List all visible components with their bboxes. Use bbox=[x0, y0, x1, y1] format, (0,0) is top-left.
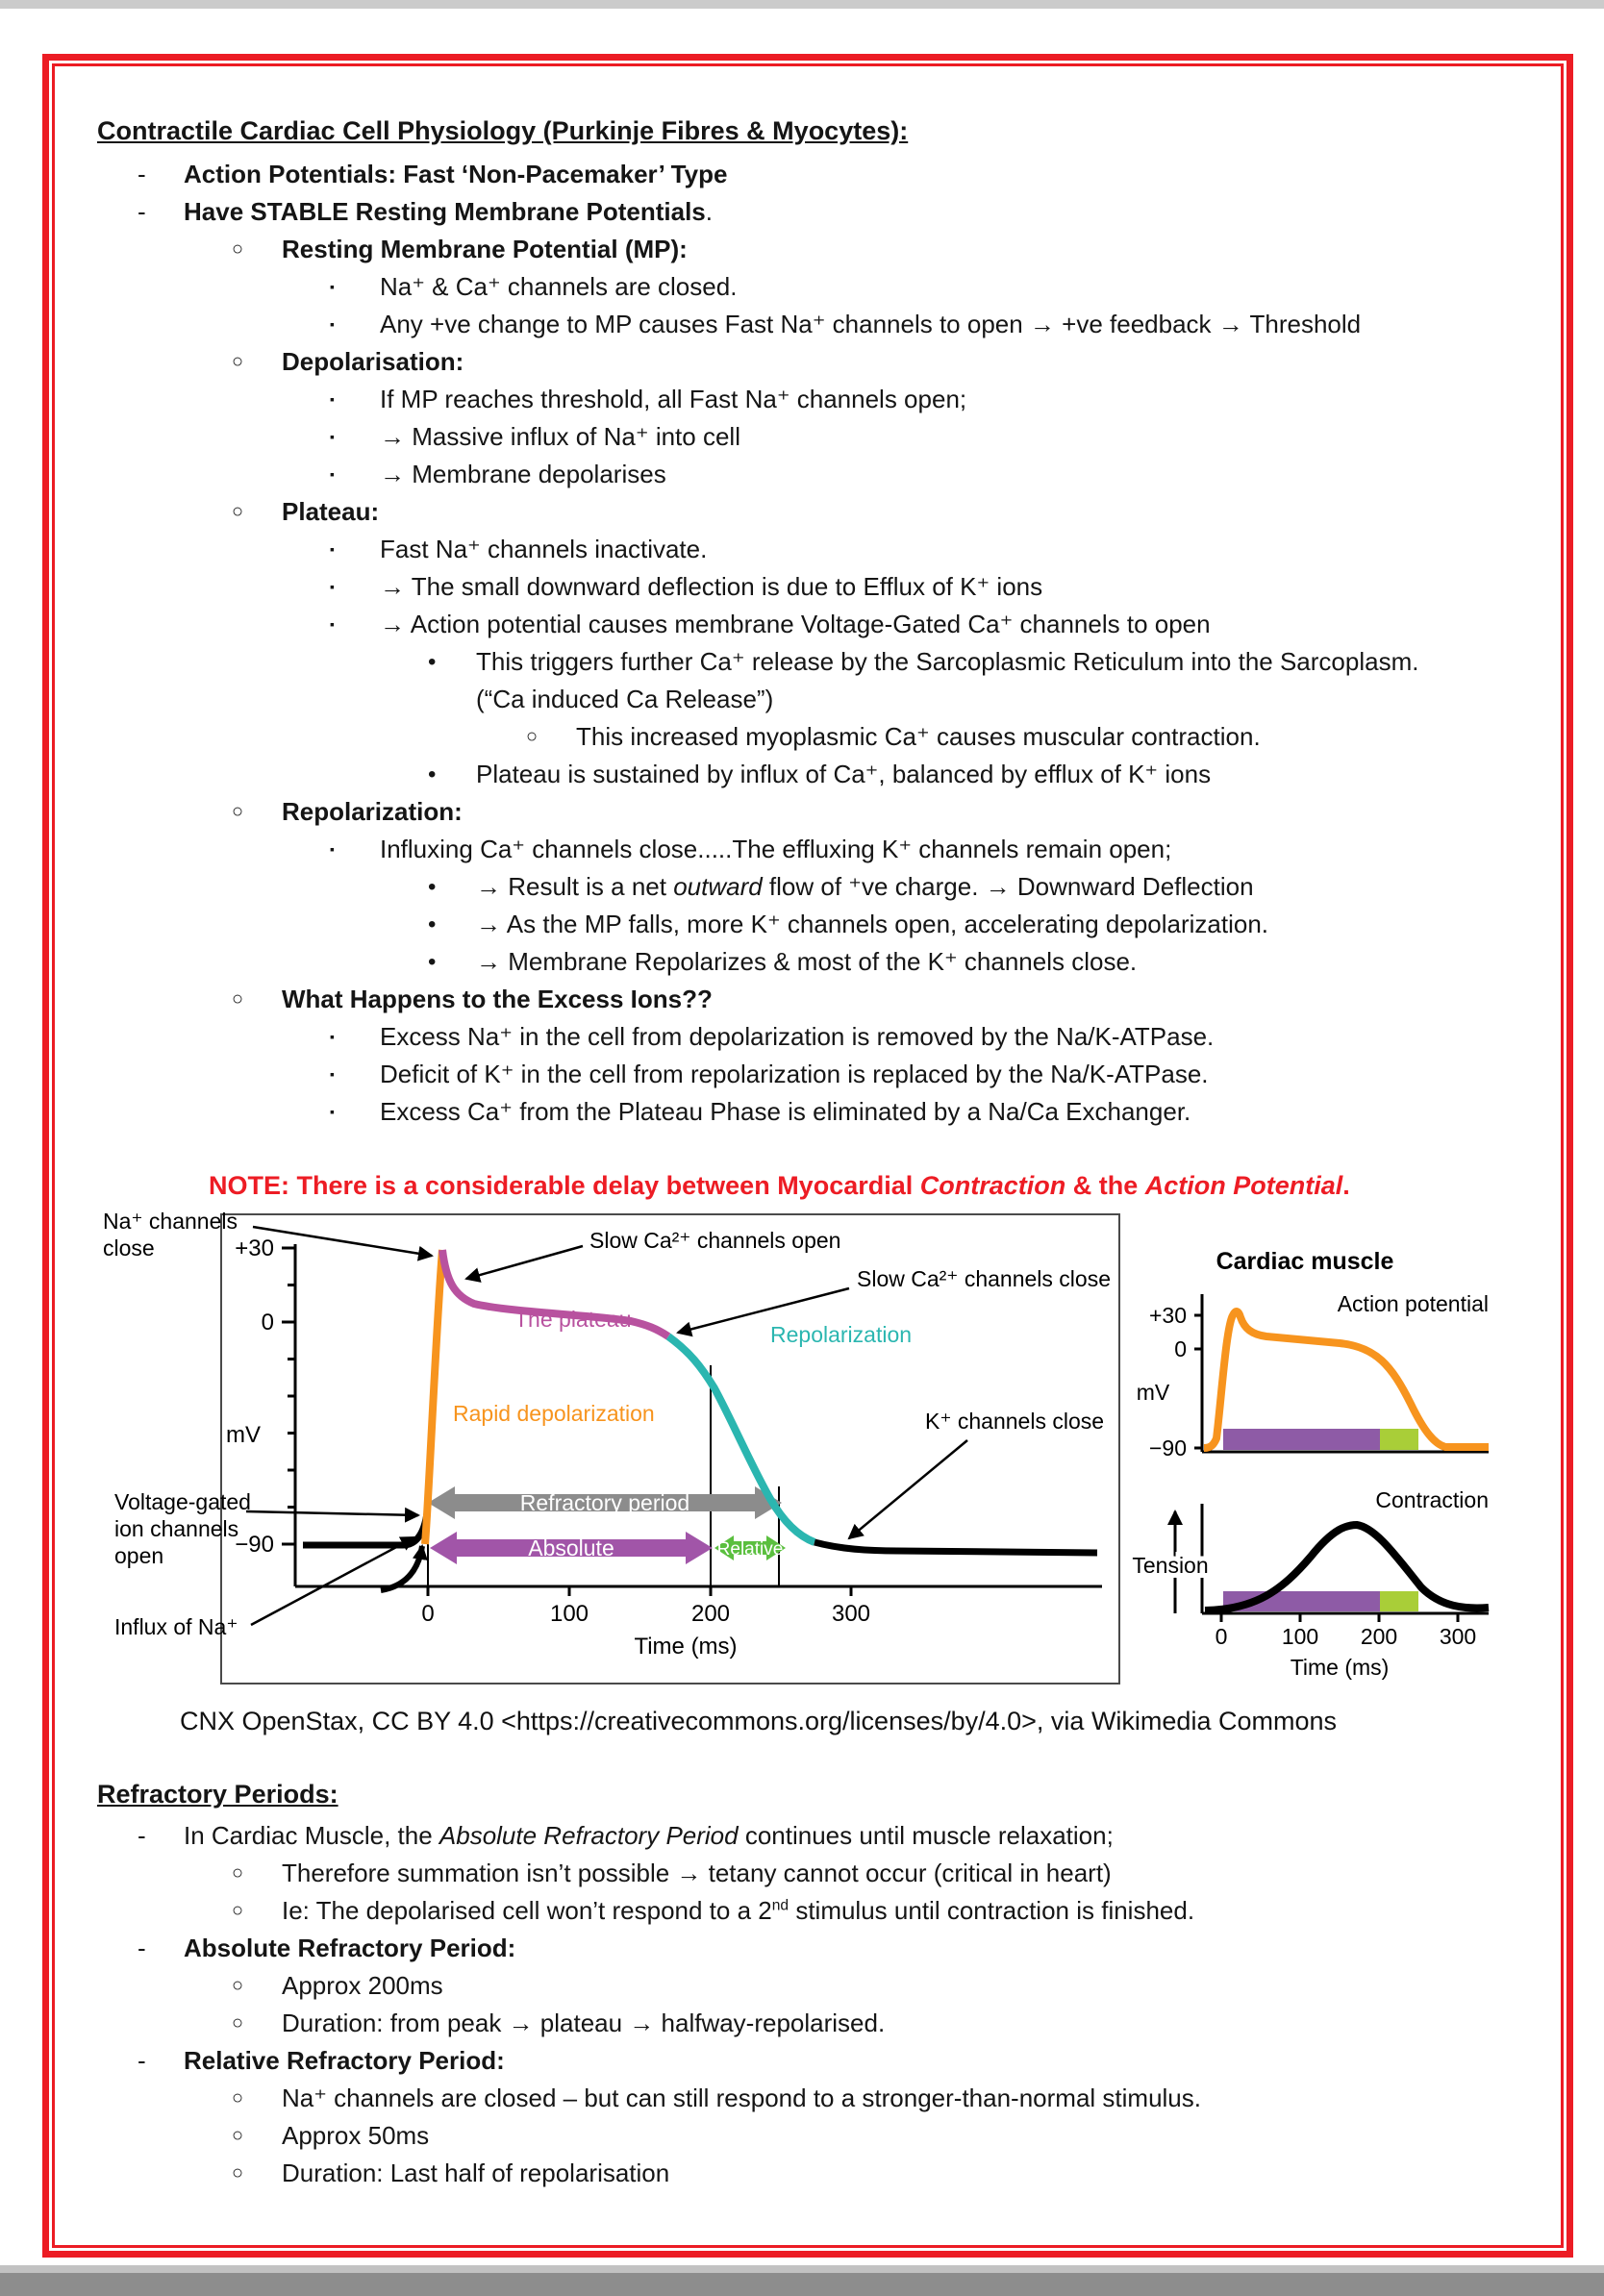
bullet-marker: ○ bbox=[232, 1900, 244, 1921]
bullet-item bbox=[97, 193, 1530, 231]
scan-bottom-strip bbox=[0, 2273, 1604, 2296]
bullet-text bbox=[380, 460, 666, 488]
text-run: outward bbox=[673, 872, 763, 901]
bullet-marker: ○ bbox=[232, 2087, 244, 2109]
bullet-text bbox=[282, 347, 464, 376]
side-label-action-potential: Action potential bbox=[1337, 1291, 1489, 1316]
bullet-marker: ▪ bbox=[330, 391, 335, 407]
text-run: & the bbox=[1065, 1171, 1145, 1200]
figure bbox=[97, 1210, 1530, 1695]
bullet-text bbox=[476, 910, 1268, 938]
bullet-item bbox=[97, 1056, 1530, 1093]
notes-list bbox=[97, 156, 1530, 1131]
text-run: → Membrane depolarises bbox=[380, 460, 666, 488]
bullet-marker: ▪ bbox=[330, 541, 335, 557]
text-run: Absolute Refractory Period bbox=[439, 1821, 739, 1850]
bullet-text bbox=[282, 1859, 1112, 1887]
bullet-marker: - bbox=[138, 1934, 146, 1962]
bullet-marker: ○ bbox=[232, 1862, 244, 1884]
text-run: . bbox=[1342, 1171, 1350, 1200]
text-run: Approx 200ms bbox=[282, 1971, 443, 2000]
page-content bbox=[49, 61, 1566, 2251]
y-axis-label-mv: mV bbox=[226, 1422, 261, 1448]
text-run: Approx 50ms bbox=[282, 2121, 430, 2150]
text-run: → The small downward deflection is due to Efflux of K⁺ ions bbox=[380, 572, 1043, 601]
bullet-marker: • bbox=[428, 949, 437, 975]
bullet-item bbox=[97, 1892, 1530, 1930]
text-run: Action Potentials: Fast ‘Non-Pacemaker’ Type bbox=[184, 160, 728, 188]
bullet-text bbox=[476, 872, 1254, 901]
label-absolute: Absolute bbox=[528, 1535, 614, 1560]
side-tension-label: Tension bbox=[1132, 1553, 1209, 1578]
text-run: Action Potential bbox=[1144, 1171, 1343, 1200]
bullet-marker: ○ bbox=[232, 2162, 244, 2184]
x-tick-100: 100 bbox=[549, 1601, 589, 1627]
bullet-text bbox=[282, 1896, 1194, 1925]
side-x-200: 200 bbox=[1360, 1624, 1398, 1649]
text-run: Fast Na⁺ channels inactivate. bbox=[380, 535, 708, 563]
label-k-close: K⁺ channels close bbox=[925, 1409, 1105, 1434]
bullet-item bbox=[97, 718, 1530, 756]
label-voltage-gated-1: Voltage-gated bbox=[114, 1489, 251, 1514]
label-na-close-1: Na⁺ channels bbox=[103, 1210, 238, 1234]
text-run: Deficit of K⁺ in the cell from repolarization is replaced by the Na/K-ATPase. bbox=[380, 1060, 1209, 1088]
bullet-marker: ▪ bbox=[330, 466, 335, 482]
bullet-item bbox=[97, 1930, 1530, 1967]
bullet-marker: • bbox=[428, 761, 437, 787]
text-run: Na⁺ & Ca⁺ channels are closed. bbox=[380, 272, 738, 301]
text-run: continues until muscle relaxation; bbox=[738, 1821, 1114, 1850]
bullet-marker: • bbox=[428, 649, 437, 675]
text-run: Relative Refractory Period: bbox=[184, 2046, 505, 2075]
text-run: nd bbox=[771, 1897, 789, 1914]
bullet-item bbox=[97, 231, 1530, 268]
page-title: Contractile Cardiac Cell Physiology (Purkinje Fibres & Myocytes): bbox=[97, 116, 909, 145]
bullet-text bbox=[380, 272, 737, 301]
label-influx-na: Influx of Na⁺ bbox=[114, 1614, 238, 1639]
text-run: Na⁺ channels are closed – but can still respond to a stronger-than-normal stimulus. bbox=[282, 2084, 1201, 2112]
bullet-marker: - bbox=[138, 1821, 146, 1850]
bullet-marker: ○ bbox=[232, 238, 244, 260]
side-x-0: 0 bbox=[1215, 1624, 1228, 1649]
label-voltage-gated-3: open bbox=[114, 1543, 164, 1568]
side-label-contraction: Contraction bbox=[1375, 1487, 1489, 1512]
bullet-text bbox=[380, 1022, 1214, 1051]
bullet-item bbox=[97, 906, 1530, 943]
text-run: Excess Ca⁺ from the Plateau Phase is eliminated by a Na/Ca Exchanger. bbox=[380, 1097, 1191, 1126]
side-y-minus90: −90 bbox=[1148, 1435, 1187, 1460]
bullet-text bbox=[184, 2046, 505, 2075]
bullet-marker: - bbox=[138, 197, 146, 226]
label-voltage-gated-2: ion channels bbox=[114, 1516, 239, 1541]
bullet-marker: ▪ bbox=[330, 616, 335, 632]
bullet-marker: ▪ bbox=[330, 316, 335, 332]
bullet-text bbox=[380, 1097, 1190, 1126]
bullet-marker: ▪ bbox=[330, 579, 335, 594]
bullet-item bbox=[97, 1817, 1530, 1855]
bullet-item bbox=[97, 343, 1530, 381]
bullet-marker: ▪ bbox=[330, 1029, 335, 1044]
bullet-item bbox=[97, 531, 1530, 568]
bullet-text bbox=[380, 835, 1171, 863]
bullet-marker: ▪ bbox=[330, 1104, 335, 1119]
bullet-item bbox=[97, 306, 1530, 343]
bullet-marker: ▪ bbox=[330, 279, 335, 294]
bullet-text bbox=[576, 722, 1261, 751]
bullet-text bbox=[380, 572, 1042, 601]
bullet-marker: ▪ bbox=[330, 841, 335, 857]
text-run: (“Ca induced Ca Release”) bbox=[476, 685, 774, 713]
text-run: → Action potential causes membrane Voltage-Gated Ca⁺ channels to open bbox=[380, 610, 1211, 638]
text-run: If MP reaches threshold, all Fast Na⁺ channels open; bbox=[380, 385, 967, 413]
text-run: → Result is a net bbox=[476, 872, 674, 901]
bullet-item bbox=[97, 2005, 1530, 2042]
bullet-text bbox=[282, 2159, 669, 2187]
bullet-text bbox=[282, 2084, 1201, 2112]
bullet-text bbox=[282, 1971, 443, 2000]
side-title: Cardiac muscle bbox=[1216, 1248, 1394, 1275]
action-potential-figure bbox=[97, 1210, 1507, 1690]
text-run: This triggers further Ca⁺ release by the Sarcoplasmic Reticulum into the Sarcoplasm. bbox=[476, 647, 1419, 676]
refractory-list bbox=[97, 1817, 1530, 2192]
side-ap-curve bbox=[1204, 1311, 1489, 1448]
bullet-marker: ○ bbox=[232, 2012, 244, 2034]
scan-bottom-strip-light bbox=[0, 2265, 1604, 2273]
text-run: Duration: Last half of repolarisation bbox=[282, 2159, 670, 2187]
bullet-marker: ○ bbox=[526, 726, 539, 747]
side-x-300: 300 bbox=[1439, 1624, 1477, 1649]
bullet-text bbox=[184, 197, 713, 226]
label-repolarization: Repolarization bbox=[770, 1322, 913, 1347]
bullet-text bbox=[380, 385, 966, 413]
bullet-item bbox=[97, 568, 1530, 606]
bullet-text bbox=[380, 610, 1211, 638]
label-relative: Relative bbox=[716, 1539, 784, 1560]
bullet-item bbox=[97, 2080, 1530, 2117]
bullet-text bbox=[380, 535, 707, 563]
text-run: flow of ⁺ve charge. → Downward Deflection bbox=[762, 872, 1254, 901]
bullet-item bbox=[97, 868, 1530, 906]
label-rapid-depolarization: Rapid depolarization bbox=[453, 1401, 655, 1426]
bullet-text bbox=[184, 1821, 1114, 1850]
bullet-item bbox=[97, 2117, 1530, 2155]
bullet-marker: ▪ bbox=[330, 429, 335, 444]
bullet-marker: - bbox=[138, 2046, 146, 2075]
text-run: What Happens to the Excess Ions?? bbox=[282, 985, 713, 1013]
side-x-100: 100 bbox=[1281, 1624, 1319, 1649]
bullet-marker: ▪ bbox=[330, 1066, 335, 1082]
label-na-close-2: close bbox=[103, 1235, 155, 1260]
text-run: stimulus until contraction is finished. bbox=[789, 1896, 1195, 1925]
label-the-plateau: The plateau bbox=[514, 1307, 632, 1332]
text-run: Ie: The depolarised cell won’t respond to a 2 bbox=[282, 1896, 772, 1925]
note-text bbox=[209, 1169, 1530, 1202]
bullet-item bbox=[97, 756, 1530, 793]
bullet-item bbox=[97, 1093, 1530, 1131]
bullet-marker: • bbox=[428, 911, 437, 937]
bullet-item bbox=[97, 2155, 1530, 2192]
text-run: → As the MP falls, more K⁺ channels open, accelerating depolarization. bbox=[476, 910, 1269, 938]
scan-top-strip bbox=[0, 0, 1604, 9]
side-contr-relative-band bbox=[1380, 1591, 1418, 1611]
side-mv: mV bbox=[1136, 1380, 1170, 1405]
bullet-item bbox=[97, 1967, 1530, 2005]
text-run: → Massive influx of Na⁺ into cell bbox=[380, 422, 740, 451]
text-run: Any +ve change to MP causes Fast Na⁺ channels to open → +ve feedback → Threshold bbox=[380, 310, 1362, 338]
bullet-text bbox=[380, 422, 740, 451]
text-run: Contraction bbox=[919, 1171, 1066, 1200]
side-ap-relative-band bbox=[1380, 1429, 1418, 1450]
text-run: Resting Membrane Potential (MP): bbox=[282, 235, 688, 263]
x-tick-200: 200 bbox=[690, 1601, 731, 1627]
bullet-text bbox=[476, 647, 1418, 676]
text-run: Therefore summation isn’t possible → tetany cannot occur (critical in heart) bbox=[282, 1859, 1112, 1887]
bullet-item bbox=[97, 943, 1530, 981]
bullet-marker: ○ bbox=[232, 1975, 244, 1996]
bullet-item bbox=[97, 456, 1530, 493]
bullet-marker: • bbox=[428, 874, 437, 900]
bullet-marker: ○ bbox=[232, 501, 244, 522]
text-run: Depolarisation: bbox=[282, 347, 464, 376]
bullet-text bbox=[184, 160, 727, 188]
bullet-item bbox=[97, 268, 1530, 306]
text-run: Repolarization: bbox=[282, 797, 463, 826]
bullet-text bbox=[282, 235, 688, 263]
red-border-frame bbox=[42, 54, 1573, 2258]
bullet-text bbox=[282, 497, 379, 526]
label-slow-ca-close: Slow Ca²⁺ channels close bbox=[857, 1266, 1111, 1291]
bullet-item bbox=[97, 1018, 1530, 1056]
y-tick-minus90: −90 bbox=[235, 1532, 274, 1558]
bullet-marker: ○ bbox=[232, 2125, 244, 2146]
attribution: CNX OpenStax, CC BY 4.0 <https://creativecommons.org/licenses/by/4.0>, via Wikimedia Commons bbox=[180, 1707, 1337, 1735]
text-run: Plateau: bbox=[282, 497, 380, 526]
y-tick-0: 0 bbox=[261, 1310, 274, 1335]
text-run: Excess Na⁺ in the cell from depolarization is removed by the Na/K-ATPase. bbox=[380, 1022, 1215, 1051]
text-run: Duration: from peak → plateau → halfway-repolarised. bbox=[282, 2009, 886, 2037]
bullet-item bbox=[97, 156, 1530, 193]
bullet-item bbox=[97, 643, 1530, 681]
text-run: Plateau is sustained by influx of Ca⁺, balanced by efflux of K⁺ ions bbox=[476, 760, 1212, 788]
bullet-text bbox=[476, 947, 1137, 976]
bullet-text bbox=[184, 1934, 515, 1962]
side-y-plus30: +30 bbox=[1148, 1303, 1187, 1328]
bullet-item bbox=[97, 981, 1530, 1018]
bullet-marker: - bbox=[138, 160, 146, 188]
bullet-text bbox=[282, 797, 463, 826]
bullet-item bbox=[97, 681, 1530, 718]
bullet-marker: ○ bbox=[232, 988, 244, 1010]
text-run: . bbox=[705, 197, 713, 226]
text-run: Absolute Refractory Period: bbox=[184, 1934, 516, 1962]
bullet-item bbox=[97, 418, 1530, 456]
side-time-label: Time (ms) bbox=[1290, 1655, 1390, 1680]
bullet-marker: ○ bbox=[232, 351, 244, 372]
text-run: Influxing Ca⁺ channels close.....The effluxing K⁺ channels remain open; bbox=[380, 835, 1172, 863]
bullet-item bbox=[97, 1855, 1530, 1892]
bullet-text bbox=[282, 2009, 885, 2037]
x-tick-300: 300 bbox=[831, 1601, 871, 1627]
bullet-text bbox=[282, 2121, 429, 2150]
text-run: Have STABLE Resting Membrane Potentials bbox=[184, 197, 706, 226]
text-run: → Membrane Repolarizes & most of the K⁺ channels close. bbox=[476, 947, 1138, 976]
bullet-text bbox=[380, 310, 1361, 338]
bullet-item bbox=[97, 793, 1530, 831]
text-run: This increased myoplasmic Ca⁺ causes muscular contraction. bbox=[576, 722, 1261, 751]
bullet-item bbox=[97, 831, 1530, 868]
section-refractory-title: Refractory Periods: bbox=[97, 1780, 338, 1809]
text-run: NOTE: There is a considerable delay between Myocardial bbox=[209, 1171, 920, 1200]
bullet-item bbox=[97, 2042, 1530, 2080]
bullet-text bbox=[476, 760, 1211, 788]
bullet-text bbox=[380, 1060, 1209, 1088]
label-refractory-period: Refractory period bbox=[519, 1490, 690, 1515]
bullet-item bbox=[97, 493, 1530, 531]
text-run: In Cardiac Muscle, the bbox=[184, 1821, 439, 1850]
side-ap-absolute-band bbox=[1223, 1429, 1380, 1450]
x-axis-label-time: Time (ms) bbox=[634, 1634, 738, 1660]
side-y-0: 0 bbox=[1174, 1336, 1187, 1361]
bullet-item bbox=[97, 381, 1530, 418]
y-tick-plus30: +30 bbox=[235, 1235, 274, 1261]
bullet-marker: ○ bbox=[232, 801, 244, 822]
bullet-text bbox=[282, 985, 713, 1013]
bullet-item bbox=[97, 606, 1530, 643]
label-slow-ca-open: Slow Ca²⁺ channels open bbox=[589, 1228, 841, 1253]
bullet-text bbox=[476, 685, 773, 713]
x-tick-0: 0 bbox=[421, 1601, 435, 1627]
